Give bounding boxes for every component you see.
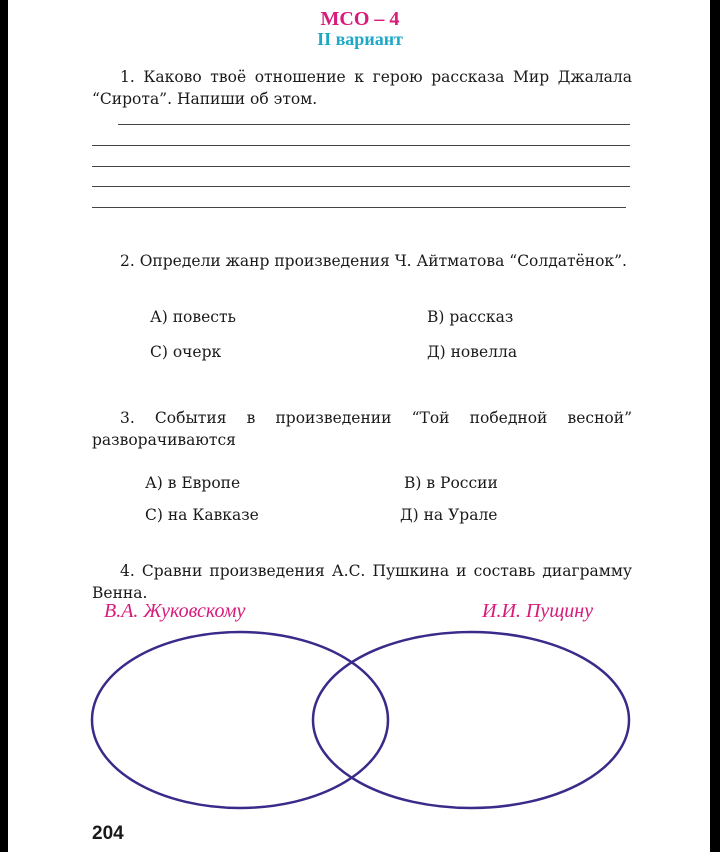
- question-3: 3. События в произведении “Той победной весной” разворачиваются: [92, 409, 632, 449]
- q3-option-d[interactable]: Д) на Урале: [400, 506, 498, 524]
- question-2: 2. Определи жанр произведения Ч. Айтматова “Солдатёнок”.: [120, 252, 627, 270]
- venn-left-circle[interactable]: [92, 632, 388, 808]
- q2-option-b[interactable]: В) рассказ: [427, 308, 514, 326]
- question-1: 1. Каково твоё отношение к герою рассказа Мир Джалала “Сирота”. Напиши об этом.: [92, 68, 632, 108]
- q2-option-d[interactable]: Д) новелла: [427, 343, 518, 361]
- q3-option-a[interactable]: А) в Европе: [145, 474, 241, 492]
- variant-label: II вариант: [317, 29, 403, 49]
- venn-right-label: И.И. Пущину: [482, 600, 594, 622]
- page-number: 204: [92, 823, 124, 844]
- venn-right-circle[interactable]: [313, 632, 629, 808]
- q3-option-c[interactable]: С) на Кавказе: [145, 506, 259, 524]
- q3-option-b[interactable]: В) в России: [404, 474, 498, 492]
- question-4: 4. Сравни произведения А.С. Пушкина и составь диаграмму Венна.: [92, 562, 632, 602]
- q2-option-c[interactable]: С) очерк: [150, 343, 222, 361]
- worksheet-title: МСО – 4: [320, 8, 400, 30]
- q2-option-a[interactable]: А) повесть: [150, 308, 236, 326]
- venn-left-label: В.А. Жуковскому: [104, 600, 246, 622]
